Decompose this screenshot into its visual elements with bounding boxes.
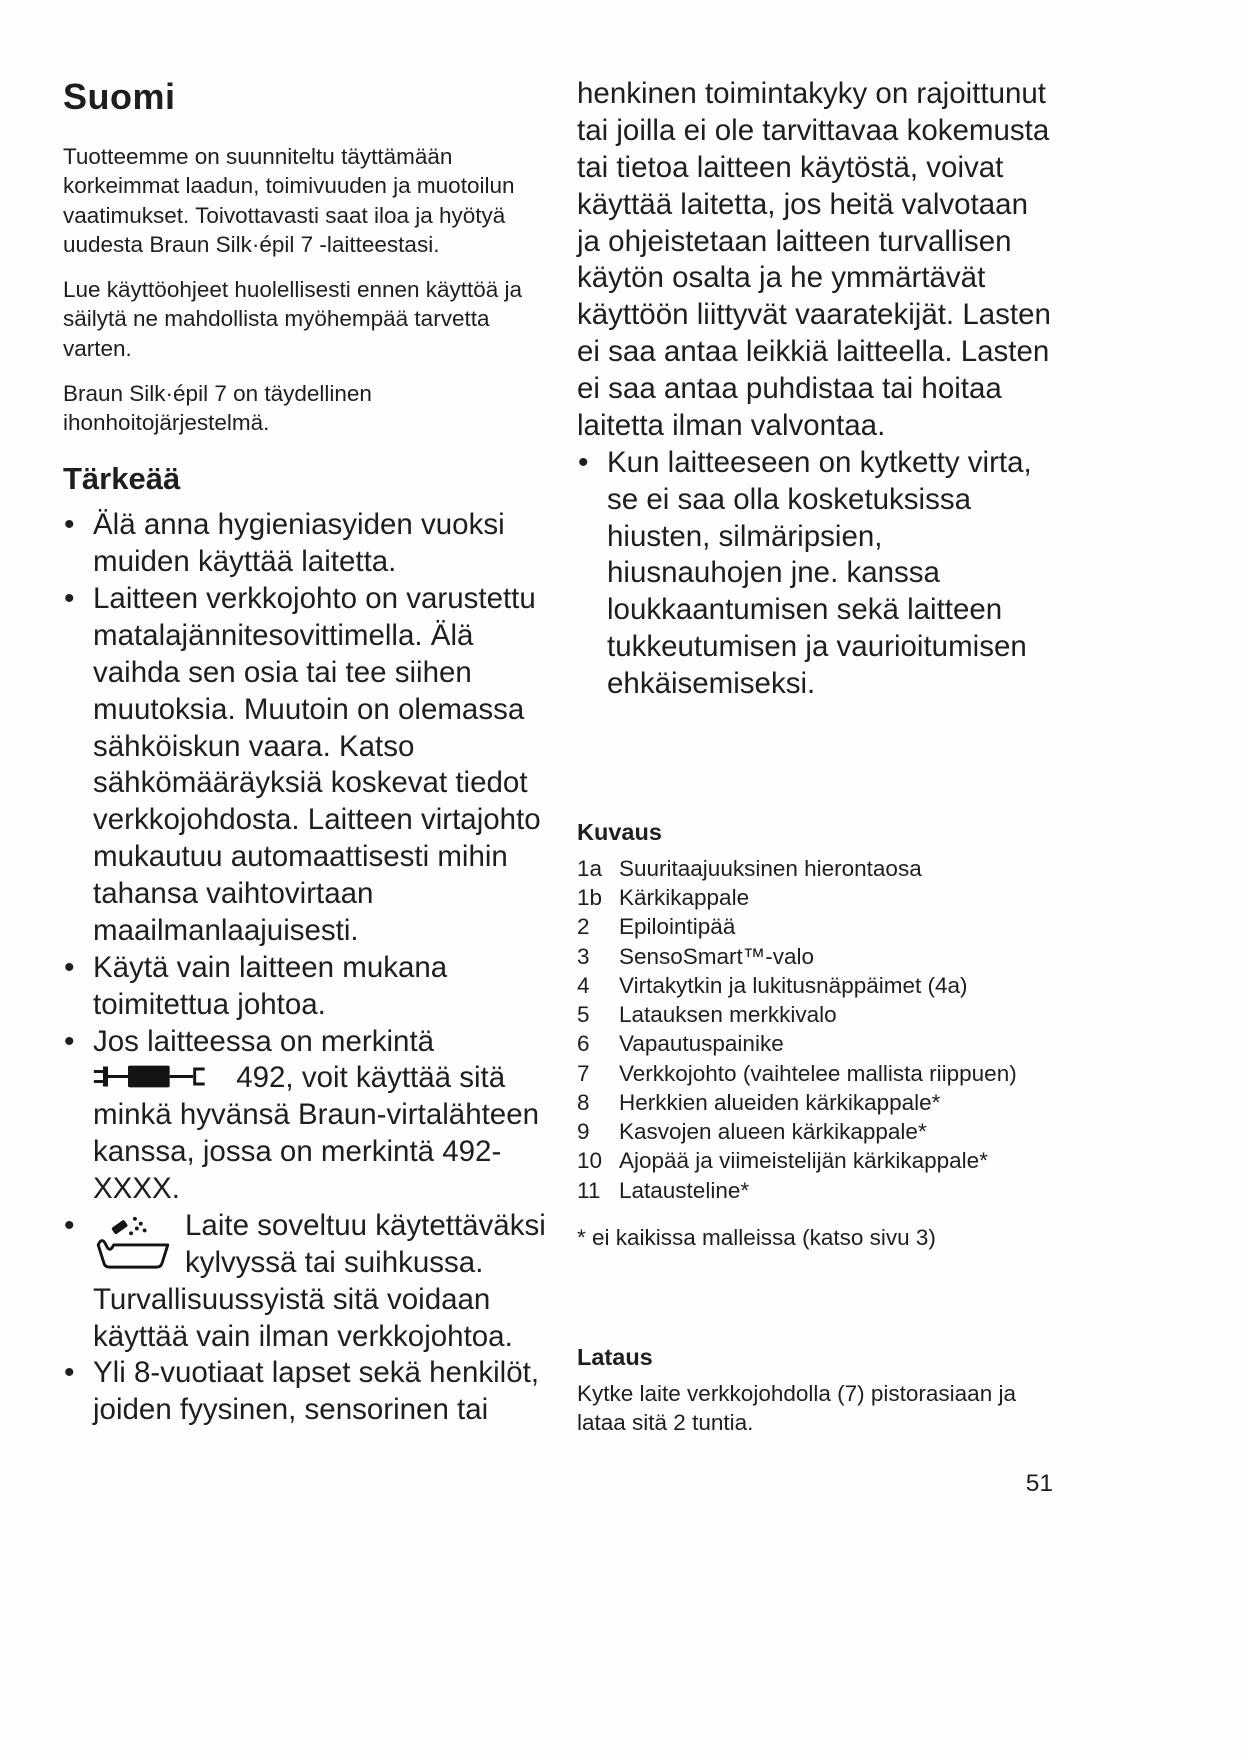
bullet-item-power-supply [63,1024,555,1208]
item-number: 6 [577,1031,590,1057]
description-row [577,912,1053,941]
charging-text: Kytke laite verkkojohdolla (7) pistorasiaan ja lataa sitä 2 tuntia. [577,1381,1016,1436]
description-row [577,971,1053,1000]
bullet-text: Laite soveltuu käytettäväksi kylvyssä tai suihkussa. Turvallisuussyistä sitä voidaan käyttää vain ilman verkkojohtoa. [93,1208,546,1353]
item-number: 11 [577,1177,601,1203]
description-row [577,1176,1053,1205]
item-number: 4 [577,972,590,998]
right-column [577,76,1053,1438]
bullet-text: Käytä vain laitteen mukana toimitettua johtoa. [93,950,448,1021]
bullet-item [63,950,555,1024]
item-text: Suuritaajuuksinen hierontaosa [619,855,922,881]
item-number: 3 [577,943,590,969]
intro-paragraph: Lue käyttöohjeet huolellisesti ennen käyttöä ja säilytä ne mahdollista myöhempää tarvetta varten. [63,277,523,361]
item-number: 2 [577,914,590,940]
bullet-text: Älä anna hygieniasyiden vuoksi muiden käyttää laitetta. [93,508,505,579]
intro-paragraph: Braun Silk·épil 7 on täydellinen ihonhoitojärjestelmä. [63,380,372,435]
footnote: * ei kaikissa malleissa (katso sivu 3) [577,1224,936,1250]
bullet-item [63,581,555,950]
important-bullet-list [63,507,555,1429]
bullet-item [63,507,555,581]
bathtub-shower-icon [93,1213,173,1271]
description-row [577,883,1053,912]
item-number: 7 [577,1060,590,1086]
description-row [577,1000,1053,1029]
item-text: Virtakytkin ja lukitusnäppäimet (4a) [619,972,968,998]
important-bullet-list-continued [577,445,1053,703]
page-number: 51 [1025,1470,1053,1497]
description-row [577,1146,1053,1175]
bullet-item-bath [63,1208,555,1356]
item-number: 9 [577,1119,590,1145]
description-row [577,854,1053,883]
description-row [577,942,1053,971]
bullet-text: Laitteen verkkojohto on varustettu matalajännitesovittimella. Älä vaihda sen osia tai tee siihen muutoksia. Muutoin on olemassa sähköiskun vaara. Katso sähkömääräyksiä koskevat tiedot verkkojohdosta. Laitteen virtajohto mukautuu automaattisesti mihin tahansa vaihtovirtaan maailmanlaajuisesti. [93,582,541,947]
item-text: SensoSmart™-valo [619,943,815,969]
item-number: 1a [577,855,603,881]
bullet-item [577,445,1053,703]
description-heading: Kuvaus [577,818,662,845]
item-text: Verkkojohto (vaihtelee mallista riippuen) [619,1060,1017,1086]
description-row [577,1029,1053,1058]
bullet-text: 492, voit käyttää sitä minkä hyvänsä Braun-virtalähteen kanssa, jossa on merkintä 492-XXXX. [93,1061,540,1205]
item-text: Herkkien alueiden kärkikappale* [619,1089,941,1115]
item-number: 10 [577,1148,603,1174]
description-row [577,1117,1053,1146]
power-supply-icon [93,1064,218,1089]
item-text: Ajopää ja viimeistelijän kärkikappale* [619,1148,988,1174]
bullet-text: Kun laitteeseen on kytketty virta, se ei saa olla kosketuksissa hiusten, silmäripsien, hiusnauhojen jne. kanssa loukkaantumisen sekä laitteen tukkeutumisen ja vaurioitumisen ehkäisemiseksi. [607,445,1032,700]
bullet-text: Yli 8-vuotiaat lapset sekä henkilöt, joiden fyysinen, sensorinen tai [93,1356,540,1427]
bullet-text: Jos laitteessa on merkintä [93,1024,435,1058]
item-text: Kasvojen alueen kärkikappale* [619,1119,927,1145]
item-number: 1b [577,885,603,911]
intro-paragraph: Tuotteemme on suunniteltu täyttämään korkeimmat laadun, toimivuuden ja muotoilun vaatimukset. Toivottavasti saat iloa ja hyötyä uudesta Braun Silk·épil 7 -laitteestasi. [63,144,515,257]
charging-section [577,1344,1053,1438]
charging-heading: Lataus [577,1344,653,1371]
continuation-paragraph: henkinen toimintakyky on rajoittunut tai joilla ei ole tarvittavaa kokemusta tai tietoa laitteen käytöstä, voivat käyttää laitetta, jos heitä valvotaan ja ohjeistetaan laitteen turvallisen käytön osalta ja he ymmärtävät käyttöön liittyvät vaaratekijät. Lasten ei saa antaa leikkiä laitteella. Lasten ei saa antaa puhdistaa tai hoitaa laitetta ilman valvontaa. [577,77,1051,442]
item-text: Latauksen merkkivalo [619,1002,837,1028]
bullet-item [63,1355,555,1429]
left-column [63,76,555,1429]
page-title: Suomi [63,76,176,117]
description-row [577,1059,1053,1088]
description-row [577,1088,1053,1117]
item-number: 5 [577,1002,590,1028]
item-number: 8 [577,1089,590,1115]
description-section [577,819,1053,1252]
item-text: Epilointipää [619,914,736,940]
item-text: Kärkikappale [619,885,750,911]
item-text: Vapautuspainike [619,1031,784,1057]
important-heading: Tärkeää [63,461,181,497]
item-text: Latausteline* [619,1177,750,1203]
